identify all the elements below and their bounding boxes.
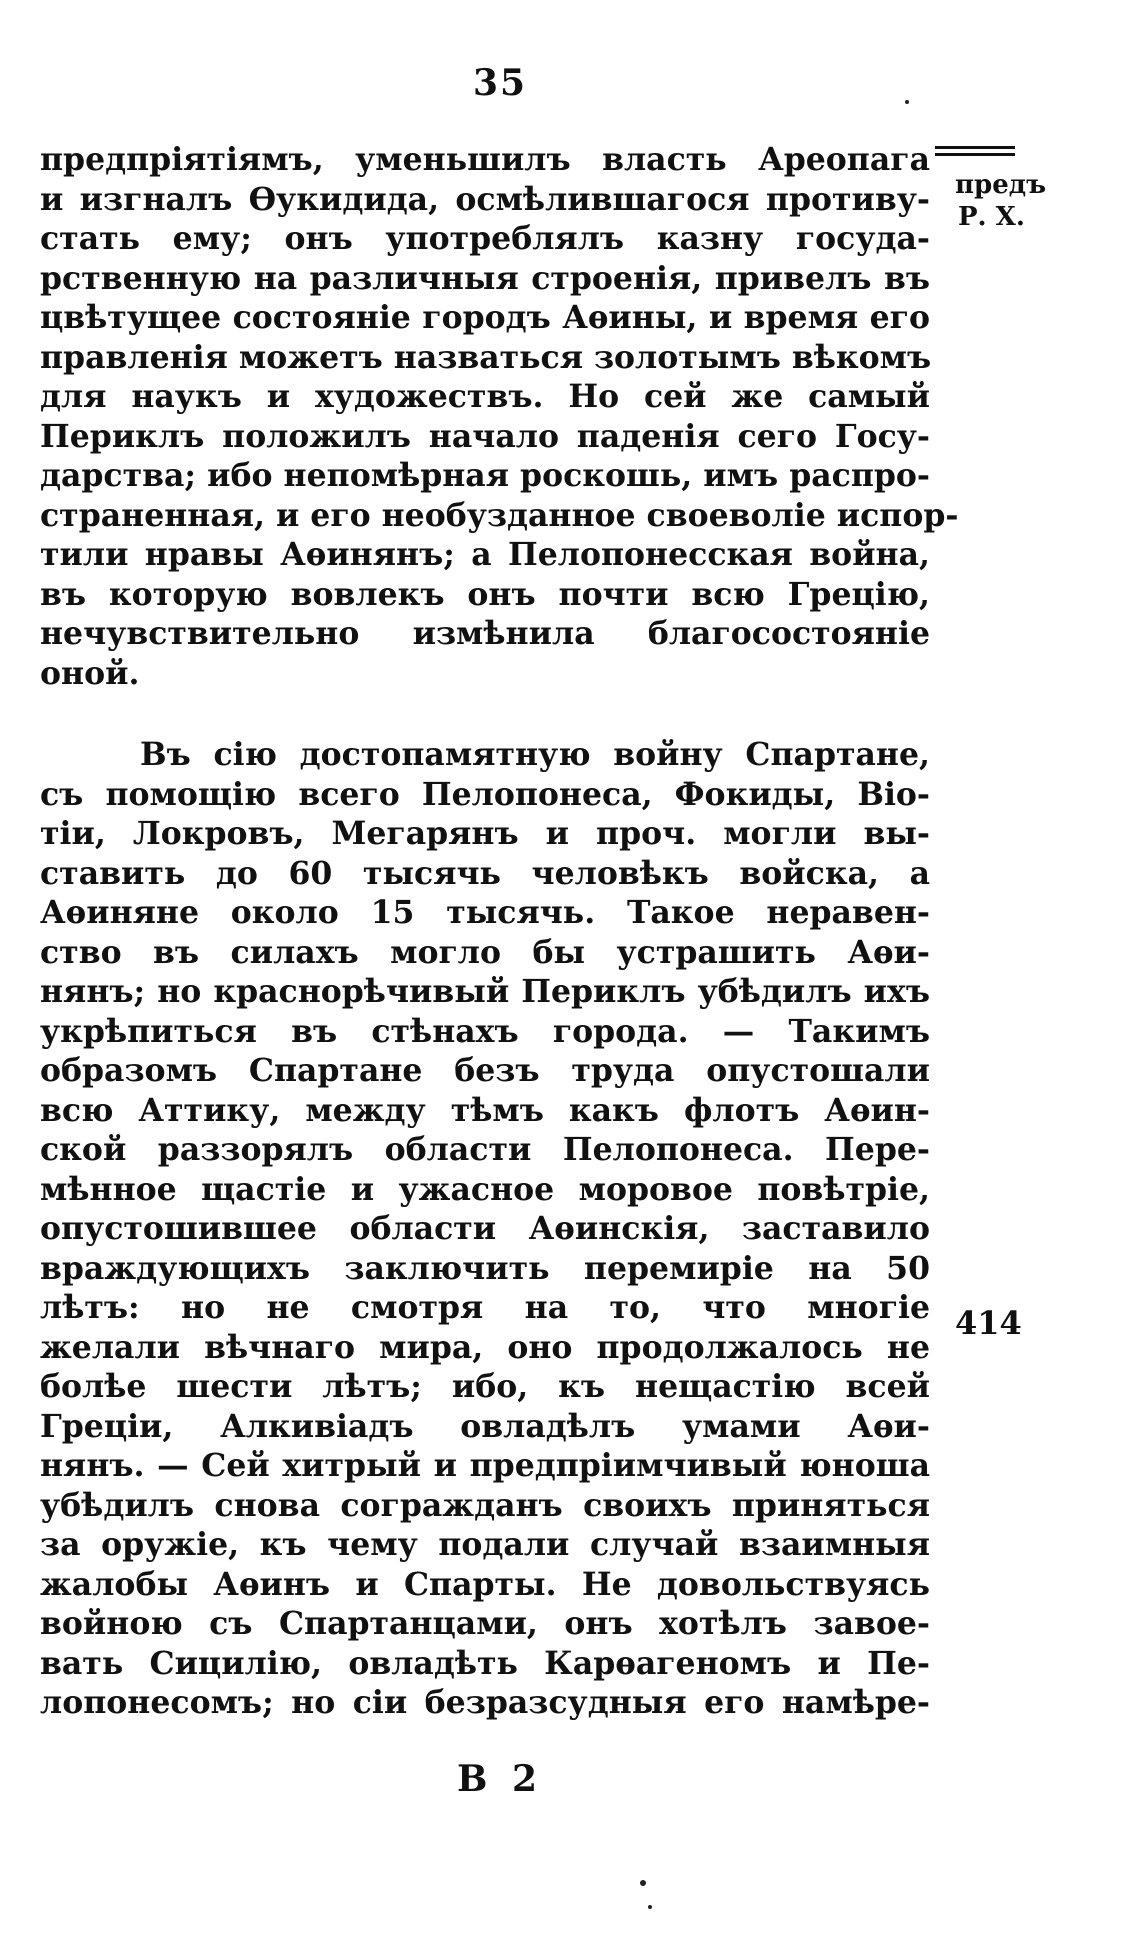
text-line: жалобы Аѳинъ и Спарты. Не довольствуясь	[40, 1565, 930, 1603]
text-line: страненная, и его необузданное своеволіе испор-	[40, 496, 959, 534]
text-line: оной.	[40, 654, 140, 692]
text-line: лѣтъ: но не смотря на то, что многіе	[40, 1289, 930, 1326]
text-line: Въ сію достопамятную войну Спартане,	[140, 736, 930, 773]
paragraph-2	[40, 735, 930, 1723]
paragraph-1	[40, 140, 959, 693]
text-line: дарства; ибо непомѣрная роскошь, имъ распро-	[40, 457, 930, 494]
margin-rule	[935, 146, 1015, 156]
text-line: правленія можетъ назваться золотымъ вѣкомъ	[40, 338, 932, 376]
text-line: за оружіе, къ чему подали случай взаимныя	[40, 1526, 930, 1563]
text-line: Периклъ положилъ начало паденія сего Госу-	[40, 417, 930, 455]
margin-year-label-top: предъ	[955, 170, 1047, 200]
margin-year-label-bottom: Р. Х.	[958, 202, 1025, 232]
text-line: цвѣтущее состояніе городъ Аѳины, и время его	[40, 299, 930, 336]
text-line: и изгналъ Ѳукидида, осмѣлившагося противу-	[40, 180, 930, 218]
text-line: всю Аттику, между тѣмъ какъ флотъ Аѳин-	[40, 1091, 930, 1129]
text-line: предпріятіямъ, уменьшилъ власть Ареопага	[40, 141, 930, 178]
text-line: мѣнное щастіе и ужасное моровое повѣтріе,	[40, 1170, 930, 1208]
text-line: нянъ; но краснорѣчивый Периклъ убѣдилъ ихъ	[40, 973, 930, 1010]
text-line: опустошившее области Аѳинскія, заставило	[40, 1210, 930, 1247]
text-line: тіи, Локровъ, Мегарянъ и проч. могли вы-	[40, 815, 930, 852]
page-number: 35	[472, 62, 528, 104]
text-line: ской раззорялъ области Пелопонеса. Пере-	[40, 1131, 930, 1168]
text-line: съ помощію всего Пелопонеса, Фокиды, Віо-	[40, 775, 930, 813]
text-line: для наукъ и художествъ. Но сей же самый	[40, 378, 930, 415]
text-line: болѣе шести лѣтъ; ибо, къ нещастію всей	[40, 1368, 930, 1405]
text-line: Греціи, Алкивіадъ овладѣлъ умами Аѳи-	[40, 1407, 930, 1445]
text-line: въ которую вовлекъ онъ почти всю Грецію,	[40, 575, 930, 613]
text-line: Аѳиняне около 15 тысячь. Такое неравен-	[40, 894, 930, 931]
ink-speck	[648, 1905, 652, 1909]
text-line: лопонесомъ; но сіи безразсудныя его намѣре-	[40, 1684, 930, 1721]
margin-year-number: 414	[955, 1304, 1022, 1342]
text-line: убѣдилъ снова согражданъ своихъ приняться	[40, 1486, 930, 1524]
text-line: желали вѣчнаго мира, оно продолжалось не	[40, 1328, 930, 1366]
text-line: нянъ. — Сей хитрый и предпріимчивый юноша	[40, 1447, 930, 1484]
text-line: враждующихъ заключить перемиріе на 50	[40, 1249, 930, 1287]
text-line: ство въ силахъ могло бы устрашить Аѳи-	[40, 933, 930, 971]
text-line: стать ему; онъ употреблялъ казну госуда-	[40, 220, 930, 257]
ink-speck	[905, 100, 909, 104]
text-line: тили нравы Аѳинянъ; а Пелопонесская война,	[40, 536, 930, 573]
text-line: войною съ Спартанцами, онъ хотѣлъ завое-	[40, 1605, 930, 1642]
signature-mark: В 2	[456, 1758, 543, 1800]
text-line: нечувствительно измѣнила благосостояніе	[40, 615, 930, 652]
ink-speck	[640, 1880, 646, 1886]
text-line: образомъ Спартане безъ труда опустошали	[40, 1052, 930, 1089]
text-line: укрѣпиться въ стѣнахъ города. — Такимъ	[40, 1012, 930, 1050]
text-line: рственную на различныя строенія, привелъ въ	[40, 259, 930, 297]
text-line: ставить до 60 тысячь человѣкъ войска, а	[40, 854, 930, 892]
text-line: вать Сицилію, овладѣть Карѳагеномъ и Пе-	[40, 1644, 930, 1682]
